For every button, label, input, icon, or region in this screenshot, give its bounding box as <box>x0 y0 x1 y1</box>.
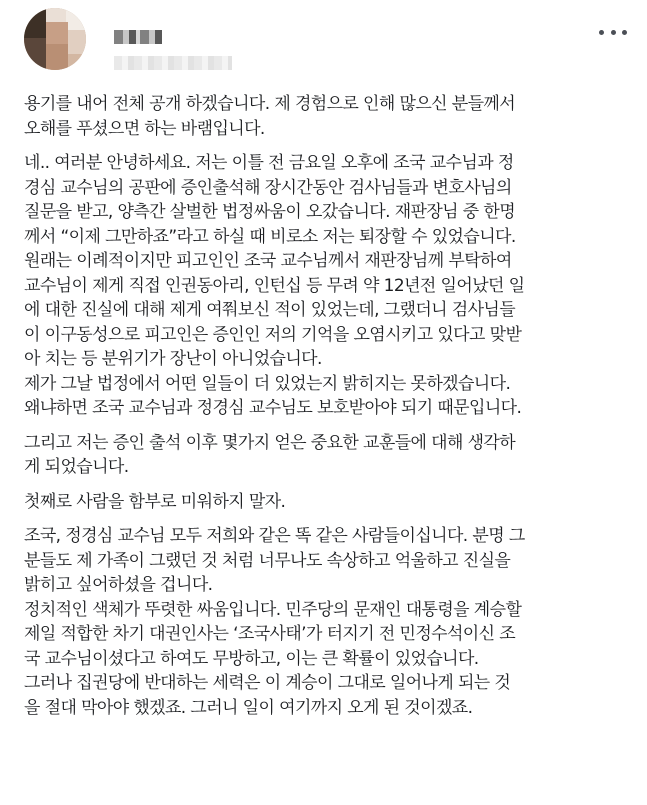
post-body <box>24 92 634 720</box>
dot <box>611 30 616 35</box>
post-paragraph <box>24 151 634 372</box>
post-text-line: 분들도 제 가족이 그랬던 것 처럼 너무나도 속상하고 억울하고 진실을 <box>24 550 511 571</box>
post-text-line: 제가 그날 법정에서 어떤 일들이 더 있었는지 밝히지는 못하겠습니다. <box>24 373 511 394</box>
post-text-line: 밝히고 싶어하셨을 겁니다. <box>24 575 213 595</box>
post-text-line: 경심 교수님의 공판에 증인출석해 장시간동안 검사님들과 변호사님의 <box>24 177 512 198</box>
post-text-line: 에 대한 진실에 대해 제게 여쭤보신 적이 있었는데, 그랬더니 검사님들 <box>24 300 516 320</box>
post-paragraph <box>24 431 634 480</box>
post-header <box>0 0 647 92</box>
post-text-line: 정치적인 색체가 뚜렷한 싸움입니다. 민주당의 문재인 대통령을 계승할 <box>24 599 522 620</box>
post-text-line: 질문을 받고, 양측간 살벌한 법정싸움이 오갔습니다. 재판장님 중 한명 <box>24 202 516 222</box>
dot <box>622 30 627 35</box>
author-name-blurred[interactable] <box>114 30 162 44</box>
post-text-line: 제일 적합한 차기 대권인사는 ‘조국사태’가 터지기 전 민정수석이신 조 <box>24 624 516 644</box>
post-text-line: 원래는 이례적이지만 피고인인 조국 교수님께서 재판장님께 부탁하여 <box>24 251 512 271</box>
post-text-line: 을 절대 막아야 했겠죠. 그러니 일이 여기까지 오게 된 것이겠죠. <box>24 697 473 718</box>
post-text-line: 이 이구동성으로 피고인은 증인인 저의 기억을 오염시키고 있다고 맞받 <box>24 324 522 345</box>
post-text-line: 조국, 정경심 교수님 모두 저희와 같은 똑 같은 사람들이십니다. 분명 그 <box>24 526 525 546</box>
post-text-line: 오해를 푸셨으면 하는 바램입니다. <box>24 118 265 139</box>
post-text-line: 첫째로 사람을 함부로 미워하지 말자. <box>24 491 286 512</box>
post-text-line: 께서 “이제 그만하죠”라고 하실 때 비로소 저는 퇴장할 수 있었습니다. <box>24 226 516 247</box>
post-text-line: 국 교수님이셨다고 하여도 무방하고, 이는 큰 확률이 있었습니다. <box>24 648 479 669</box>
more-options-icon[interactable] <box>599 22 627 42</box>
author-avatar[interactable] <box>24 8 86 70</box>
post-paragraph <box>24 524 634 598</box>
post-text-line: 교수님이 제게 직접 인권동아리, 인턴십 등 무려 약 12년전 일어났던 일 <box>24 275 525 296</box>
post-text-line: 아 치는 등 분위기가 장난이 아니었습니다. <box>24 349 322 369</box>
post-paragraph <box>24 372 634 421</box>
author-name <box>114 30 115 31</box>
post-text-line: 네.. 여러분 안녕하세요. 저는 이틀 전 금요일 오후에 조국 교수님과 정 <box>24 153 514 173</box>
post-paragraph <box>24 490 634 515</box>
post-paragraph <box>24 671 634 720</box>
post-text-line: 그러나 집권당에 반대하는 세력은 이 계승이 그대로 일어나게 되는 것 <box>24 673 511 693</box>
post-text-line: 그리고 저는 증인 출석 이후 몇가지 얻은 중요한 교훈들에 대해 생각하 <box>24 432 516 453</box>
post-paragraph <box>24 92 634 141</box>
post-meta-blurred <box>114 56 232 70</box>
post-text-line: 게 되었습니다. <box>24 457 129 477</box>
post-text-line: 용기를 내어 전체 공개 하겠습니다. 제 경험으로 인해 많으신 분들께서 <box>24 94 516 114</box>
dot <box>599 30 604 35</box>
post-text-line: 왜냐하면 조국 교수님과 정경심 교수님도 보호받아야 되기 때문입니다. <box>24 398 522 418</box>
post-meta <box>114 56 115 57</box>
post-paragraph <box>24 598 634 672</box>
